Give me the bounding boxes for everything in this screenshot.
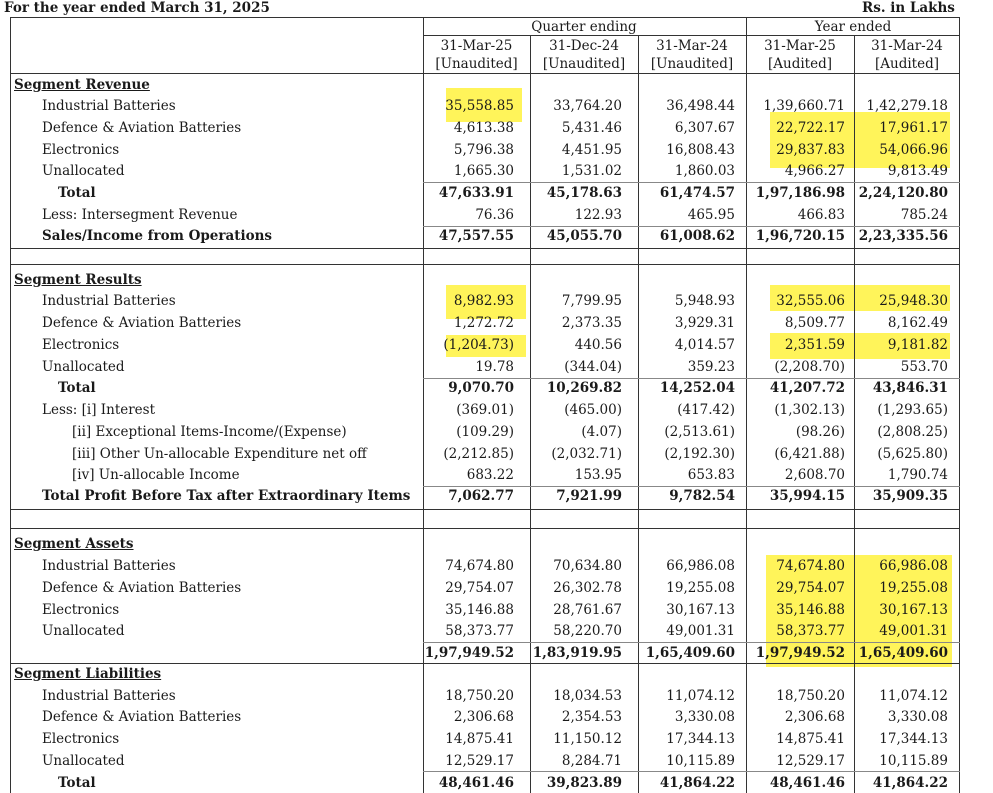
table-cell: 29,837.83	[776, 142, 845, 158]
table-cell: 2,306.68	[784, 709, 845, 725]
table-cell: 41,864.22	[659, 775, 735, 791]
column-date: 31-Mar-25	[440, 38, 513, 54]
table-cell: 58,220.70	[553, 623, 622, 639]
row-label: Electronics	[42, 602, 120, 618]
table-cell: 553.70	[900, 359, 948, 375]
table-cell: 49,001.31	[666, 623, 735, 639]
table-cell: 1,860.03	[674, 163, 735, 179]
table-cell: 45,178.63	[546, 185, 622, 201]
table-cell: 16,808.43	[666, 142, 735, 158]
table-top-border	[10, 17, 960, 18]
table-cell: 61,008.62	[659, 228, 735, 244]
table-cell: 2,351.59	[784, 337, 845, 353]
table-cell: (2,808.25)	[877, 424, 948, 440]
row-label: Unallocated	[42, 753, 125, 769]
table-cell: 14,252.04	[659, 380, 735, 396]
table-cell: 9,813.49	[887, 163, 948, 179]
table-cell: 18,034.53	[553, 688, 622, 704]
table-cell: 48,461.46	[438, 775, 514, 791]
subtotal-rule	[423, 486, 960, 487]
row-label: Defence & Aviation Batteries	[42, 709, 242, 725]
row-label: Electronics	[42, 337, 120, 353]
row-label: Defence & Aviation Batteries	[42, 315, 242, 331]
table-cell: 440.56	[574, 337, 622, 353]
table-cell: 18,750.20	[445, 688, 514, 704]
row-label: [ii] Exceptional Items-Income/(Expense)	[72, 424, 347, 440]
table-cell: 30,167.13	[666, 602, 735, 618]
table-cell: 2,306.68	[453, 709, 514, 725]
table-cell: 1,97,949.52	[755, 645, 845, 661]
row-label: Industrial Batteries	[42, 688, 176, 704]
section-divider	[10, 264, 960, 265]
column-date: 31-Mar-24	[871, 38, 943, 54]
table-cell: 1,665.30	[453, 163, 514, 179]
table-cell: (4.07)	[581, 424, 622, 440]
table-cell: 49,001.31	[879, 623, 948, 639]
table-cell: (2,513.61)	[664, 424, 735, 440]
table-cell: 25,948.30	[879, 293, 948, 309]
section-divider	[10, 528, 960, 529]
table-cell: (1,302.13)	[774, 402, 845, 418]
results-heading: Segment Results	[14, 272, 142, 288]
table-cell: 29,754.07	[776, 580, 845, 596]
subtotal-rule	[423, 226, 960, 227]
table-cell: 74,674.80	[445, 558, 514, 574]
table-cell: 26,302.78	[553, 580, 622, 596]
revenue-heading: Segment Revenue	[14, 77, 150, 93]
table-cell: 17,961.17	[879, 120, 948, 136]
table-cell: 9,070.70	[448, 380, 514, 396]
row-label: Defence & Aviation Batteries	[42, 580, 242, 596]
table-left-border	[10, 17, 11, 793]
row-label: Electronics	[42, 731, 120, 747]
table-cell: 1,97,186.98	[755, 185, 845, 201]
table-cell: 4,613.38	[453, 120, 514, 136]
subtotal-rule	[423, 378, 960, 379]
table-cell: 61,474.57	[659, 185, 735, 201]
column-date: 31-Dec-24	[549, 38, 619, 54]
page-title: For the year ended March 31, 2025	[4, 0, 270, 16]
table-cell: 2,354.53	[561, 709, 622, 725]
table-cell: 1,65,409.60	[645, 645, 735, 661]
table-cell: 122.93	[574, 207, 622, 223]
table-cell: 33,764.20	[553, 98, 622, 114]
table-cell: 5,948.93	[674, 293, 735, 309]
table-cell: 466.83	[797, 207, 845, 223]
column-status: [Audited]	[768, 56, 832, 72]
table-cell: (2,192.30)	[664, 446, 735, 462]
table-cell: 1,531.02	[561, 163, 622, 179]
table-cell: 785.24	[900, 207, 948, 223]
table-cell: (5,625.80)	[877, 446, 948, 462]
table-cell: 3,929.31	[674, 315, 735, 331]
table-cell: 43,846.31	[872, 380, 948, 396]
table-cell: 54,066.96	[879, 142, 948, 158]
column-date: 31-Mar-24	[656, 38, 728, 54]
row-label: Industrial Batteries	[42, 98, 176, 114]
table-cell: 17,344.13	[666, 731, 735, 747]
row-label: Electronics	[42, 142, 120, 158]
table-cell: 70,634.80	[553, 558, 622, 574]
table-cell: 5,796.38	[453, 142, 514, 158]
row-label: Unallocated	[42, 163, 125, 179]
row-label: Unallocated	[42, 623, 125, 639]
table-cell: 47,633.91	[438, 185, 514, 201]
table-cell: 3,330.08	[674, 709, 735, 725]
table-cell: 28,761.67	[553, 602, 622, 618]
table-cell: 58,373.77	[776, 623, 845, 639]
table-cell: 5,431.46	[561, 120, 622, 136]
subtotal-rule	[423, 642, 960, 643]
column-status: [Unaudited]	[650, 56, 734, 72]
table-cell: 74,674.80	[776, 558, 845, 574]
header-bottom-border	[10, 73, 960, 74]
table-cell: 22,722.17	[776, 120, 845, 136]
subtotal-rule	[423, 771, 960, 772]
table-cell: 32,555.06	[776, 293, 845, 309]
table-cell: 14,875.41	[776, 731, 845, 747]
table-cell: (98.26)	[795, 424, 845, 440]
header-group-divider	[423, 35, 960, 36]
currency-note: Rs. in Lakhs	[862, 0, 955, 16]
table-cell: 19,255.08	[666, 580, 735, 596]
table-cell: 45,055.70	[546, 228, 622, 244]
table-cell: 1,65,409.60	[858, 645, 948, 661]
table-cell: (2,208.70)	[774, 359, 845, 375]
table-cell: 1,96,720.15	[755, 228, 845, 244]
liabilities-heading: Segment Liabilities	[14, 666, 162, 682]
row-label: Industrial Batteries	[42, 558, 176, 574]
section-divider	[10, 509, 960, 510]
table-cell: 39,823.89	[546, 775, 622, 791]
table-cell: 41,207.72	[769, 380, 845, 396]
table-cell: (417.42)	[677, 402, 735, 418]
table-cell: 653.83	[687, 467, 735, 483]
year-group-header: Year ended	[814, 19, 892, 35]
table-cell: 19,255.08	[879, 580, 948, 596]
table-cell: 7,799.95	[561, 293, 622, 309]
table-cell: 3,330.08	[887, 709, 948, 725]
table-cell: 9,181.82	[887, 337, 948, 353]
table-cell: 35,909.35	[872, 488, 948, 504]
table-cell: (1,293.65)	[877, 402, 948, 418]
assets-heading: Segment Assets	[14, 536, 134, 552]
row-label: Total Profit Before Tax after Extraordinary Items	[42, 488, 411, 504]
table-cell: (2,032.71)	[551, 446, 622, 462]
column-status: [Unaudited]	[542, 56, 626, 72]
table-cell: 1,272.72	[453, 315, 514, 331]
row-label: Total	[58, 185, 96, 201]
table-cell: 1,97,949.52	[424, 645, 514, 661]
table-cell: 7,062.77	[448, 488, 514, 504]
row-label: Industrial Batteries	[42, 293, 176, 309]
table-cell: 10,269.82	[546, 380, 622, 396]
table-cell: 35,994.15	[769, 488, 845, 504]
table-cell: 1,39,660.71	[763, 98, 845, 114]
table-cell: 11,150.12	[553, 731, 622, 747]
section-divider	[10, 248, 960, 249]
table-cell: 76.36	[475, 207, 514, 223]
table-cell: 6,307.67	[674, 120, 735, 136]
table-cell: (109.29)	[456, 424, 514, 440]
table-cell: 4,014.57	[674, 337, 735, 353]
table-right-border	[959, 17, 960, 793]
table-cell: 8,509.77	[784, 315, 845, 331]
table-cell: 66,986.08	[879, 558, 948, 574]
table-cell: 19.78	[475, 359, 514, 375]
table-cell: 35,558.85	[445, 98, 514, 114]
row-label: Sales/Income from Operations	[42, 228, 273, 244]
table-cell: 36,498.44	[666, 98, 735, 114]
table-cell: 359.23	[687, 359, 735, 375]
table-cell: 47,557.55	[438, 228, 514, 244]
row-label: Total	[58, 775, 96, 791]
table-cell: 1,42,279.18	[866, 98, 948, 114]
table-cell: 2,24,120.80	[858, 185, 948, 201]
table-cell: 12,529.17	[776, 753, 845, 769]
table-cell: 10,115.89	[879, 753, 948, 769]
table-cell: 17,344.13	[879, 731, 948, 747]
table-cell: (6,421.88)	[774, 446, 845, 462]
table-cell: 4,451.95	[561, 142, 622, 158]
row-label: Defence & Aviation Batteries	[42, 120, 242, 136]
row-label: Total	[58, 380, 96, 396]
subtotal-rule	[423, 182, 960, 183]
table-cell: 41,864.22	[872, 775, 948, 791]
row-label: Less: [i] Interest	[42, 402, 156, 418]
table-cell: 12,529.17	[445, 753, 514, 769]
table-cell: 10,115.89	[666, 753, 735, 769]
table-cell: 4,966.27	[784, 163, 845, 179]
table-cell: 11,074.12	[666, 688, 735, 704]
table-cell: 35,146.88	[445, 602, 514, 618]
row-label: Unallocated	[42, 359, 125, 375]
table-cell: 29,754.07	[445, 580, 514, 596]
column-date: 31-Mar-25	[764, 38, 836, 54]
table-cell: 8,982.93	[453, 293, 514, 309]
table-cell: 1,83,919.95	[532, 645, 622, 661]
table-cell: (465.00)	[564, 402, 622, 418]
table-cell: 683.22	[466, 467, 514, 483]
table-cell: 8,162.49	[887, 315, 948, 331]
table-cell: (2,212.85)	[443, 446, 514, 462]
table-cell: (369.01)	[456, 402, 514, 418]
table-cell: 153.95	[574, 467, 622, 483]
table-cell: 2,23,335.56	[858, 228, 948, 244]
table-cell: 66,986.08	[666, 558, 735, 574]
table-cell: 58,373.77	[445, 623, 514, 639]
table-cell: 11,074.12	[879, 688, 948, 704]
row-label: Less: Intersegment Revenue	[42, 207, 238, 223]
row-label: [iv] Un-allocable Income	[72, 467, 240, 483]
table-cell: 8,284.71	[561, 753, 622, 769]
table-cell: 14,875.41	[445, 731, 514, 747]
row-label: [iii] Other Un-allocable Expenditure net off	[72, 446, 367, 462]
table-cell: 9,782.54	[669, 488, 735, 504]
table-cell: 30,167.13	[879, 602, 948, 618]
table-cell: 7,921.99	[556, 488, 622, 504]
table-cell: 2,373.35	[561, 315, 622, 331]
table-cell: 35,146.88	[776, 602, 845, 618]
quarter-group-header: Quarter ending	[531, 19, 637, 35]
section-divider	[10, 663, 960, 664]
table-cell: (344.04)	[564, 359, 622, 375]
table-cell: 48,461.46	[769, 775, 845, 791]
column-status: [Audited]	[875, 56, 939, 72]
table-cell: 1,790.74	[887, 467, 948, 483]
table-cell: (1,204.73)	[443, 337, 514, 353]
table-cell: 2,608.70	[784, 467, 845, 483]
table-cell: 465.95	[687, 207, 735, 223]
table-cell: 18,750.20	[776, 688, 845, 704]
column-status: [Unaudited]	[435, 56, 518, 72]
